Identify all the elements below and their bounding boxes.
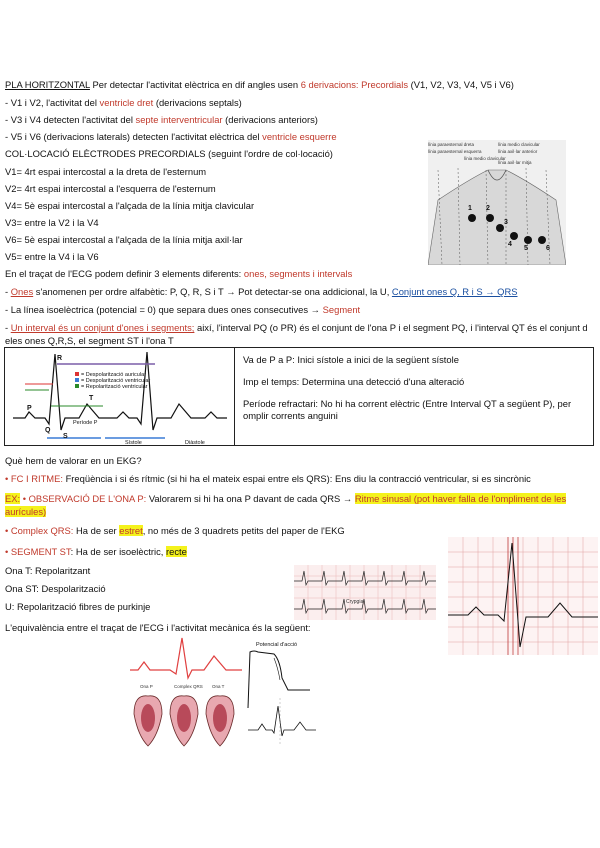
label-systole: Sístole xyxy=(125,440,142,445)
line-v1-v2: - V1 i V2, l'activitat del ventricle dret (derivacions septals) xyxy=(5,97,242,108)
line-complex-qrs: • Complex QRS: Ha de ser estret, no més de 3 quadrets petits del paper de l'EKG xyxy=(5,525,345,536)
electrode-num-2: 2 xyxy=(486,205,490,212)
electrode-v1: V1= 4rt espai intercostal a la dreta de l'esternum xyxy=(5,166,207,177)
line-ona-st: Ona ST: Despolarització xyxy=(5,583,106,594)
electrode-dot-v5 xyxy=(524,236,532,244)
qrs-link[interactable]: Conjunt ones Q, R i S → QRS xyxy=(391,286,518,297)
label-r-wave: R xyxy=(57,355,63,362)
legend-ventricular-depol: = Despolarització ventricular xyxy=(81,378,151,384)
line-ona-u: U: Repolarització fibres de purkinje xyxy=(5,601,151,612)
line-ona-t: Ona T: Repolaritzant xyxy=(5,565,91,576)
line-segment: - La línea isoelèctrica (potencial = 0) que separa dues ones consecutives → Segment xyxy=(5,304,361,315)
line-v5-v6: - V5 i V6 (derivacions laterals) detecten l'activitat elèctrica del ventricle esquerre xyxy=(5,131,337,142)
label-diastole: Diàstole xyxy=(185,440,205,445)
chest-label-axillar-mitja: línia axil·lar mitja xyxy=(498,160,532,165)
chest-electrode-diagram xyxy=(428,140,566,265)
electrode-dot-v1 xyxy=(468,214,476,222)
heart-label-qrs: Complex QRS xyxy=(174,684,203,689)
electrode-num-4: 4 xyxy=(508,241,512,248)
note-time: Imp el temps: Determina una detecció d'una alteració xyxy=(243,376,465,387)
line-ona-p: EX: • OBSERVACIÓ DE L'ONA P: Valorarem si hi ha ona P davant de cada QRS → Ritme sinusal (pot haver falla de l'ompliment de les aurícules) xyxy=(5,493,567,517)
label-s-wave: S xyxy=(63,433,68,440)
heart-ecg-equivalence xyxy=(130,636,242,754)
line-three-elements: En el traçat de l'ECG podem definir 3 elements diferents: ones, segments i intervals xyxy=(5,268,353,279)
line-interval: - Un interval és un conjunt d'ones i segments; així, l'interval PQ (o PR) és el conjunt de l'ona P i el segment PQ, i l'interval QT és el conjunt d eles ones Q,R,S, el segment ST i l'ona T xyxy=(5,322,588,346)
ecg-wave-diagram xyxy=(5,348,233,445)
action-potential-diagram xyxy=(244,638,318,748)
ecg-info-box xyxy=(4,347,594,446)
note-p-to-p: Va de P a P: Inici sístole a inici de la següent sístole xyxy=(243,354,459,365)
electrode-v6: V6= 5è espai intercostal a l'alçada de la línia mitja axil·lar xyxy=(5,234,243,245)
electrode-v5: V5= entre la V4 i la V6 xyxy=(5,251,99,262)
electrode-dot-v2 xyxy=(486,214,494,222)
ecg-notes xyxy=(243,354,588,422)
chest-label-medio-clavicular-2: línia medio clavicular xyxy=(498,142,540,147)
ecg-wave-cell xyxy=(5,348,235,445)
line-fc-ritme: • FC I RITME: Freqüència i si és rítmic (si hi ha el mateix espai entre els QRS): Ens diu la contracció ventricular, si es sincrònic xyxy=(5,473,531,484)
chest-label-medio-clavicular-1: línia medio clavicular xyxy=(464,156,506,161)
ecg-paper-strip xyxy=(294,565,436,620)
label-period-p: Període P xyxy=(73,420,98,426)
st-segment-grid xyxy=(448,537,598,655)
line-horizontal-plane: PLA HORITZONTAL Per detectar l'activitat elèctrica en dif angles usen 6 derivacions: Precordials (V1, V2, V3, V4, V5 i V6) xyxy=(5,79,514,90)
heading-pla-horitzontal: PLA HORITZONTAL xyxy=(5,79,90,90)
legend-ventricular-repol: = Repolarització ventricular xyxy=(81,384,148,390)
label-q-wave: Q xyxy=(45,427,51,434)
legend-atrial-depol: = Despolarització auricular xyxy=(81,372,146,378)
action-potential-label: Potencial d'acció xyxy=(256,642,298,648)
electrode-num-1: 1 xyxy=(468,205,472,212)
electrode-v2: V2= 4rt espai intercostal a l'esquerra de l'esternum xyxy=(5,183,216,194)
electrode-dot-v4 xyxy=(510,232,518,240)
electrode-num-6: 6 xyxy=(546,245,550,252)
note-refractory: Període refractari: No hi ha corrent elèctric (Entre Interval QT a següent P), per omplir corrents anguini xyxy=(243,398,572,421)
question-ekg: Què hem de valorar en un EKG? xyxy=(5,455,142,466)
electrode-dot-v3 xyxy=(496,224,504,232)
chest-label-paraesternal-esquerra: línia paraesternal esquerra xyxy=(428,149,482,154)
line-ones: - Ones s'anomenen per ordre alfabètic: P, Q, R, S i T → Pot detectar-se ona addicional, la U, Conjunt ones Q, R i S → QRS xyxy=(5,286,518,297)
electrode-num-5: 5 xyxy=(524,245,528,252)
chest-label-paraesternal-dreta: línia paraesternal dreta xyxy=(428,142,475,147)
electrode-num-3: 3 xyxy=(504,219,508,226)
line-v3-v4: - V3 i V4 detecten l'activitat del septe interventricular (derivacions anteriors) xyxy=(5,114,318,125)
strip-label: Crypgia xyxy=(346,599,364,605)
chest-label-axillar-anterior: línia axil·lar anterior xyxy=(498,149,538,154)
electrode-v4: V4= 5è espai intercostal a l'alçada de la línia mitja clavicular xyxy=(5,200,255,211)
electrode-placement-heading: COL·LOCACIÓ ELÈCTRODES PRECORDIALS (seguint l'ordre de col·locació) xyxy=(5,148,333,159)
heart-label-ona-t: Ona T xyxy=(212,684,225,689)
electrode-dot-v6 xyxy=(538,236,546,244)
heart-label-ona-p: Ona P xyxy=(140,684,153,689)
label-p-wave: P xyxy=(27,405,32,412)
line-equivalence: L'equivalència entre el traçat de l'ECG i l'activitat mecànica és la següent: xyxy=(5,622,311,633)
electrode-v3: V3= entre la V2 i la V4 xyxy=(5,217,99,228)
line-segment-st: • SEGMENT ST: Ha de ser isoelèctric, recte xyxy=(5,546,187,557)
label-t-wave: T xyxy=(89,395,94,402)
